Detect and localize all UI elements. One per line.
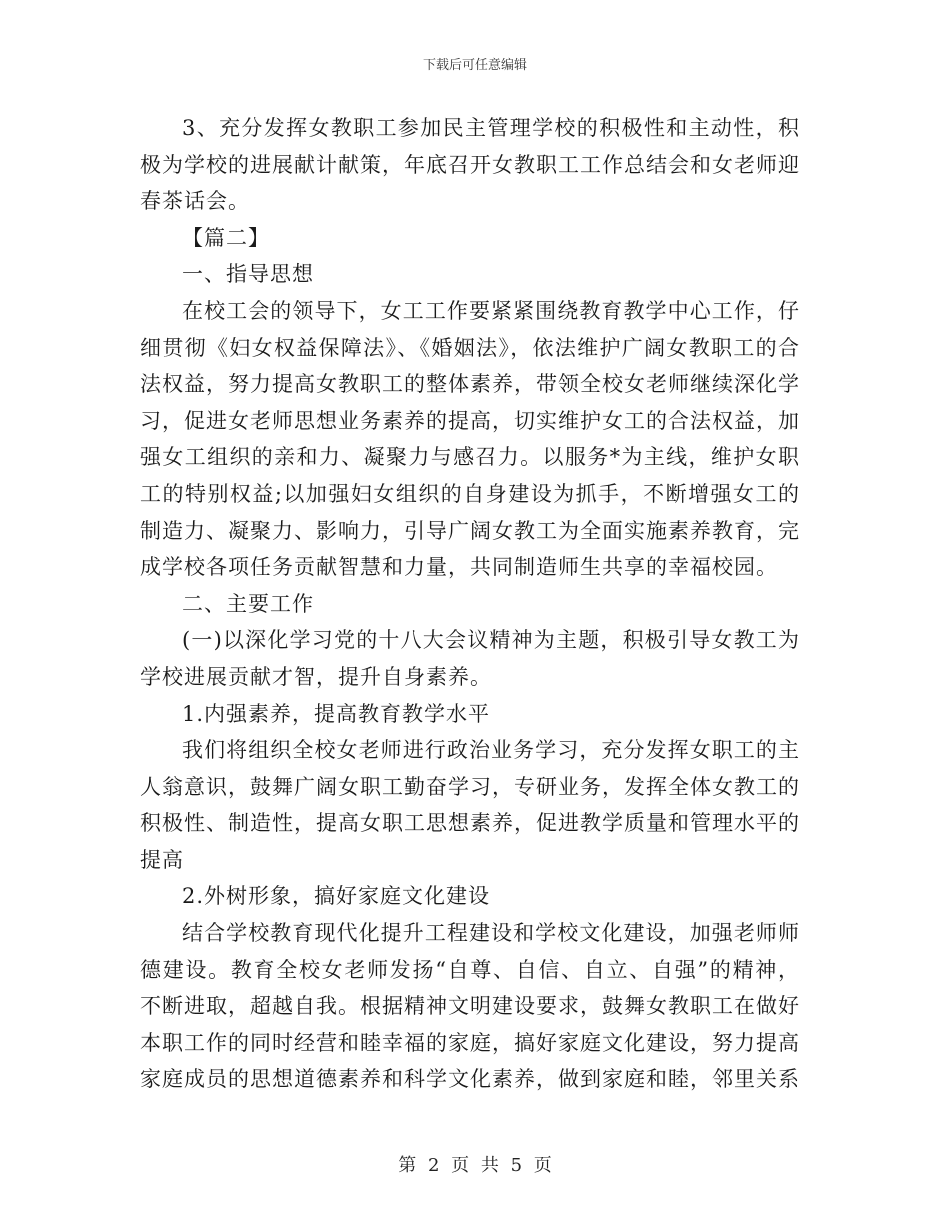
subheading-inner-quality: 1.内强素养，提高教育教学水平 xyxy=(182,701,491,726)
paragraph-item-3: 3、充分发挥女教职工参加民主管理学校的积极性和主动性，积极为学校的进展献计献策，年底召开女教职工工作总结会和女老师迎春茶话会。 xyxy=(140,116,800,214)
section-title-part-two: 【篇二】 xyxy=(182,225,270,250)
page-number-footer: 第 2 页 共 5 页 xyxy=(398,1155,552,1176)
heading-main-work: 二、主要工作 xyxy=(182,591,314,616)
paragraph-inner-quality: 我们将组织全校女老师进行政治业务学习，充分发挥女职工的主人翁意识，鼓舞广阔女职工勤奋学习，专研业务，发挥全体女教工的积极性、制造性，提高女职工思想素养，促进教学质量和管理水平的提高 xyxy=(140,738,800,872)
paragraph-guiding-ideology: 在校工会的领导下，女工工作要紧紧围绕教育教学中心工作，仔细贯彻《妇女权益保障法》、《婚姻法》，依法维护广阔女教职工的合法权益，努力提高女教职工的整体素养，带领全校女老师继续深化学习，促进女老师思想业务素养的提高，切实维护女工的合法权益，加强女工组织的亲和力、凝聚力与感召力。以服务*为主线，维护女职工的特别权益;以加强妇女组织的自身建设为抓手，不断增强女工的制造力、凝聚力、影响力，引导广阔女教工为全面实施素养教育，完成学校各项任务贡献智慧和力量，共同制造师生共享的幸福校园。 xyxy=(140,298,800,580)
document-body xyxy=(140,110,800,1098)
subheading-outer-image: 2.外树形象，搞好家庭文化建设 xyxy=(182,884,491,909)
paragraph-outer-image: 结合学校教育现代化提升工程建设和学校文化建设，加强老师师德建设。教育全校女老师发扬“自尊、自信、自立、自强”的精神，不断进取，超越自我。根据精神文明建设要求，鼓舞女教职工在做好本职工作的同时经营和睦幸福的家庭，搞好家庭文化建设，努力提高家庭成员的思想道德素养和科学文化素养，做到家庭和睦，邻里关系 xyxy=(140,921,800,1092)
heading-guiding-ideology: 一、指导思想 xyxy=(182,262,314,287)
page-header: 下载后可任意编辑 xyxy=(422,58,527,73)
paragraph-main-work-1: (一)以深化学习党的十八大会议精神为主题，积极引导女教工为学校进展贡献才智，提升自身素养。 xyxy=(140,628,800,689)
